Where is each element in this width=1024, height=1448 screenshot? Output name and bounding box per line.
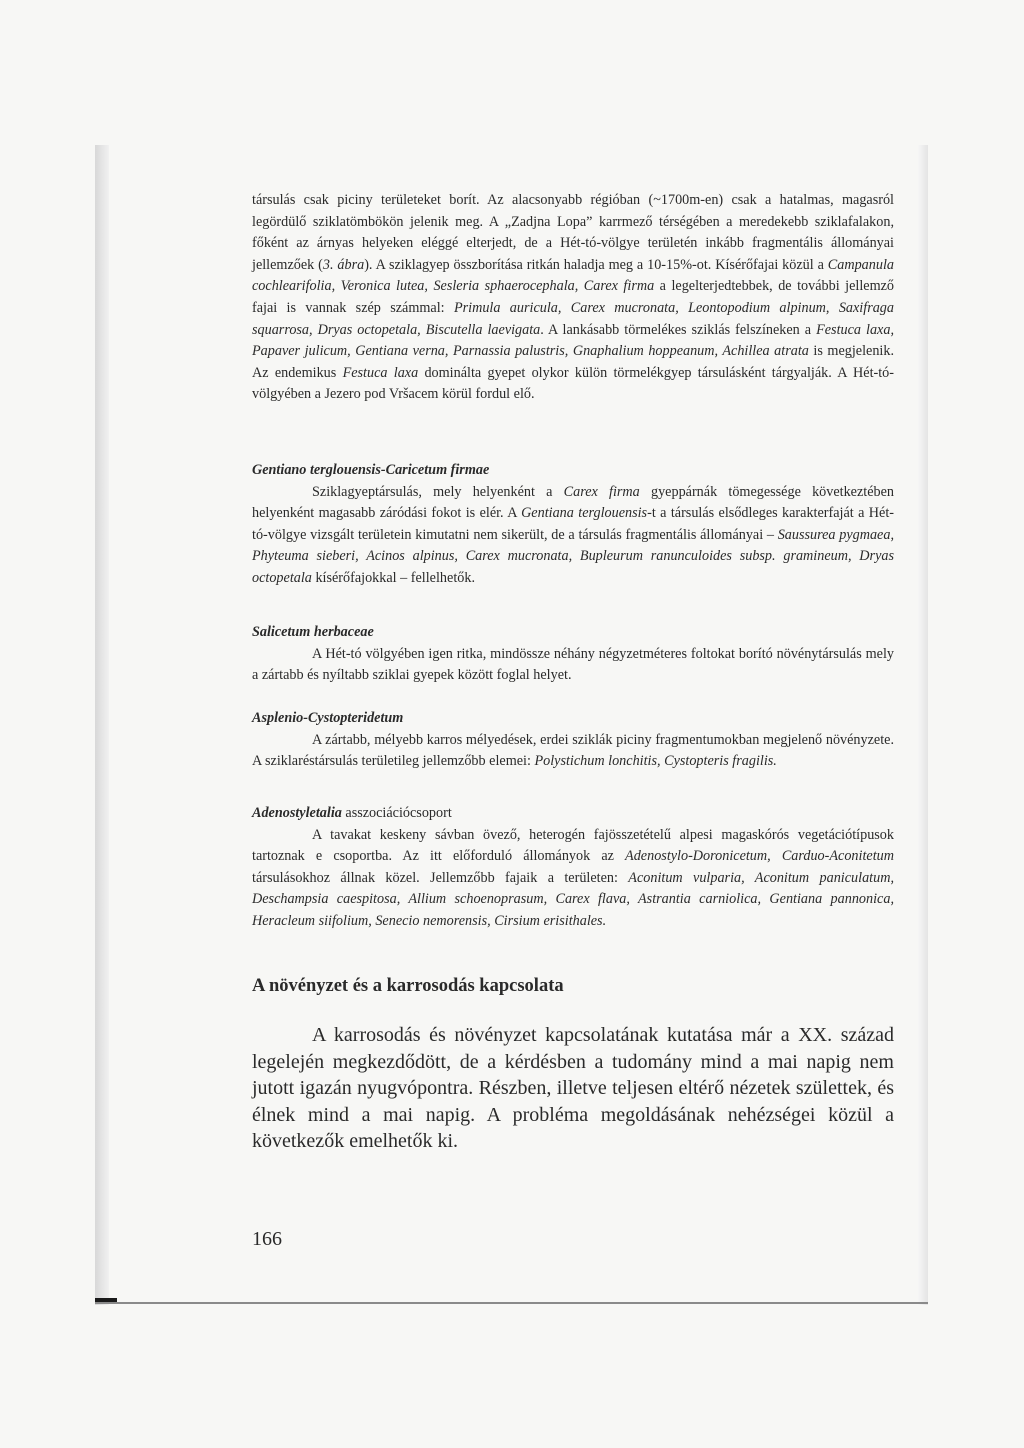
species-list: Saussurea pygmaea, Phyteuma sieberi, Acinos alpinus, Carex mucronata, Bupleurum ranunculoides subsp. gramineum, Dryas octopetala [252,526,894,586]
page-number-block [252,1228,894,1251]
text-run: A tavakat keskeny sávban övező, heterogén fajösszetételű alpesi magaskórós vegetációtípusok tartoznak e csoportba. Az itt előforduló állományok az [252,826,894,865]
text-run: dominálta gyepet olykor külön törmelékgyep társulásként tárgyalják. A Hét-tó-völgyében a Jezero pod Vršacem körül fordul elő. [252,364,895,403]
section-paragraph: A Hét-tó völgyében igen ritka, mindössze néhány négyzetméteres foltokat borító növénytársulás mely a zártabb és nyíltabb sziklai gyepek között foglal helyet. [252,645,894,684]
section-asplenio [252,708,894,773]
section-title: Adenostyletalia [252,805,342,821]
section-paragraph [252,825,894,933]
text-run: a legelterjedtebbek, de további jellemző fajai is vannak szép számmal: [252,278,894,316]
page-corner-mark [95,1298,117,1302]
intro-paragraph-block [252,190,894,406]
species-name: Gentiana terglouensis [521,505,648,522]
intro-paragraph [252,190,894,406]
text-run: társulás csak piciny területeket borít. Az alacsonyabb régióban (~1700m-en) csak a hatalmas, magasról legördülő sziklatömbökön jelenik meg. A „Zadjna Lopa” karrmező térségében a meredekebb sziklafalakon, főként az árnyas helyeken eléggé elterjedt, de a Hét-tó-völgye területén inkább fragmentális állományai jellemzőek ( [252,192,894,273]
page-edge-right [918,145,928,1305]
text-run: Sziklagyeptársulás, mely helyenként a [312,483,564,500]
figure-reference: 3. ábra [322,256,365,273]
section-adenostyletalia [252,803,894,933]
species-list: Aconitum vulparia, Aconitum paniculatum, Deschampsia caespitosa, Allium schoenoprasum, Carex flava, Astrantia carniolica, Gentiana pannonica, Heracleum siifolium, Senecio nemorensis, Cirsium erisithales. [252,869,894,929]
page-edge-left [95,145,109,1305]
page-number: 166 [252,1228,282,1250]
text-run: gyeppárnák tömegessége következtében helyenként magasabb záródási fokot is elér. A [252,483,895,522]
page-bottom-edge [95,1302,928,1304]
species-list: Festuca laxa, Papaver julicum, Gentiana verna, Parnassia palustris, Gnaphalium hoppeanum, Achillea atrata [252,321,894,360]
text-run: is megjelenik. Az endemikus [252,343,895,381]
text-run: társulásokhoz állnak közel. Jellemzőbb fajaik a területen: [252,869,629,886]
species-list: Polystichum lonchitis, Cystopteris fragilis. [534,753,777,770]
text-run: A zártabb, mélyebb karros mélyedések, erdei sziklák piciny fragmentumokban megjelenő növényzete. A sziklaréstársulás területileg jellemzőbb elemei: [252,731,894,770]
section-salicetum [252,622,894,687]
large-paragraph-block [252,1022,894,1155]
species-list: Campanula cochlearifolia, Veronica lutea, Sesleria sphaerocephala, Carex firma [252,256,894,295]
text-run: ). A sziklagyep összborítása ritkán haladja meg a 10-15%-ot. Kísérőfajai közül a [364,256,828,273]
chapter-heading-block [252,974,894,998]
chapter-heading: A növényzet és a karrosodás kapcsolata [252,976,564,996]
section-title-suffix: asszociációcsoport [341,805,452,821]
section-title-line [252,803,894,825]
section-gentiano [252,460,894,590]
species-name: Carex firma [563,483,640,500]
section-title: Asplenio-Cystopteridetum [252,710,404,726]
large-paragraph: A karrosodás és növényzet kapcsolatának kutatása már a XX. század legelején megkezdődött, de a kérdésben a tudomány mind a mai napig nem jutott igazán nyugvópontra. Részben, illetve teljesen eltérő nézetek születtek, és élnek mind a mai napig. A probléma megoldásának nehézségei közül a következők emelhetők ki. [252,1024,894,1152]
text-run: -t a társulás elsődleges karakterfaját a Hét-tó-völgye vizsgált területein kimutatni nem sikerült, de a társulás fragmentális állományai – [252,505,894,543]
section-title: Salicetum herbaceae [252,624,374,640]
species-name: Festuca laxa [342,364,419,381]
text-run: kísérőfajokkal – fellelhetők. [311,569,475,586]
association-names: Adenostylo-Doronicetum, Carduo-Aconitetum [625,848,894,865]
section-paragraph [252,730,894,773]
section-title: Gentiano terglouensis-Caricetum firmae [252,462,490,478]
section-paragraph [252,482,894,590]
text-run: . A lankásabb törmelékes sziklás felszíneken a [540,321,817,338]
species-list: Primula auricula, Carex mucronata, Leontopodium alpinum, Saxifraga squarrosa, Dryas octopetala, Biscutella laevigata [252,299,894,338]
